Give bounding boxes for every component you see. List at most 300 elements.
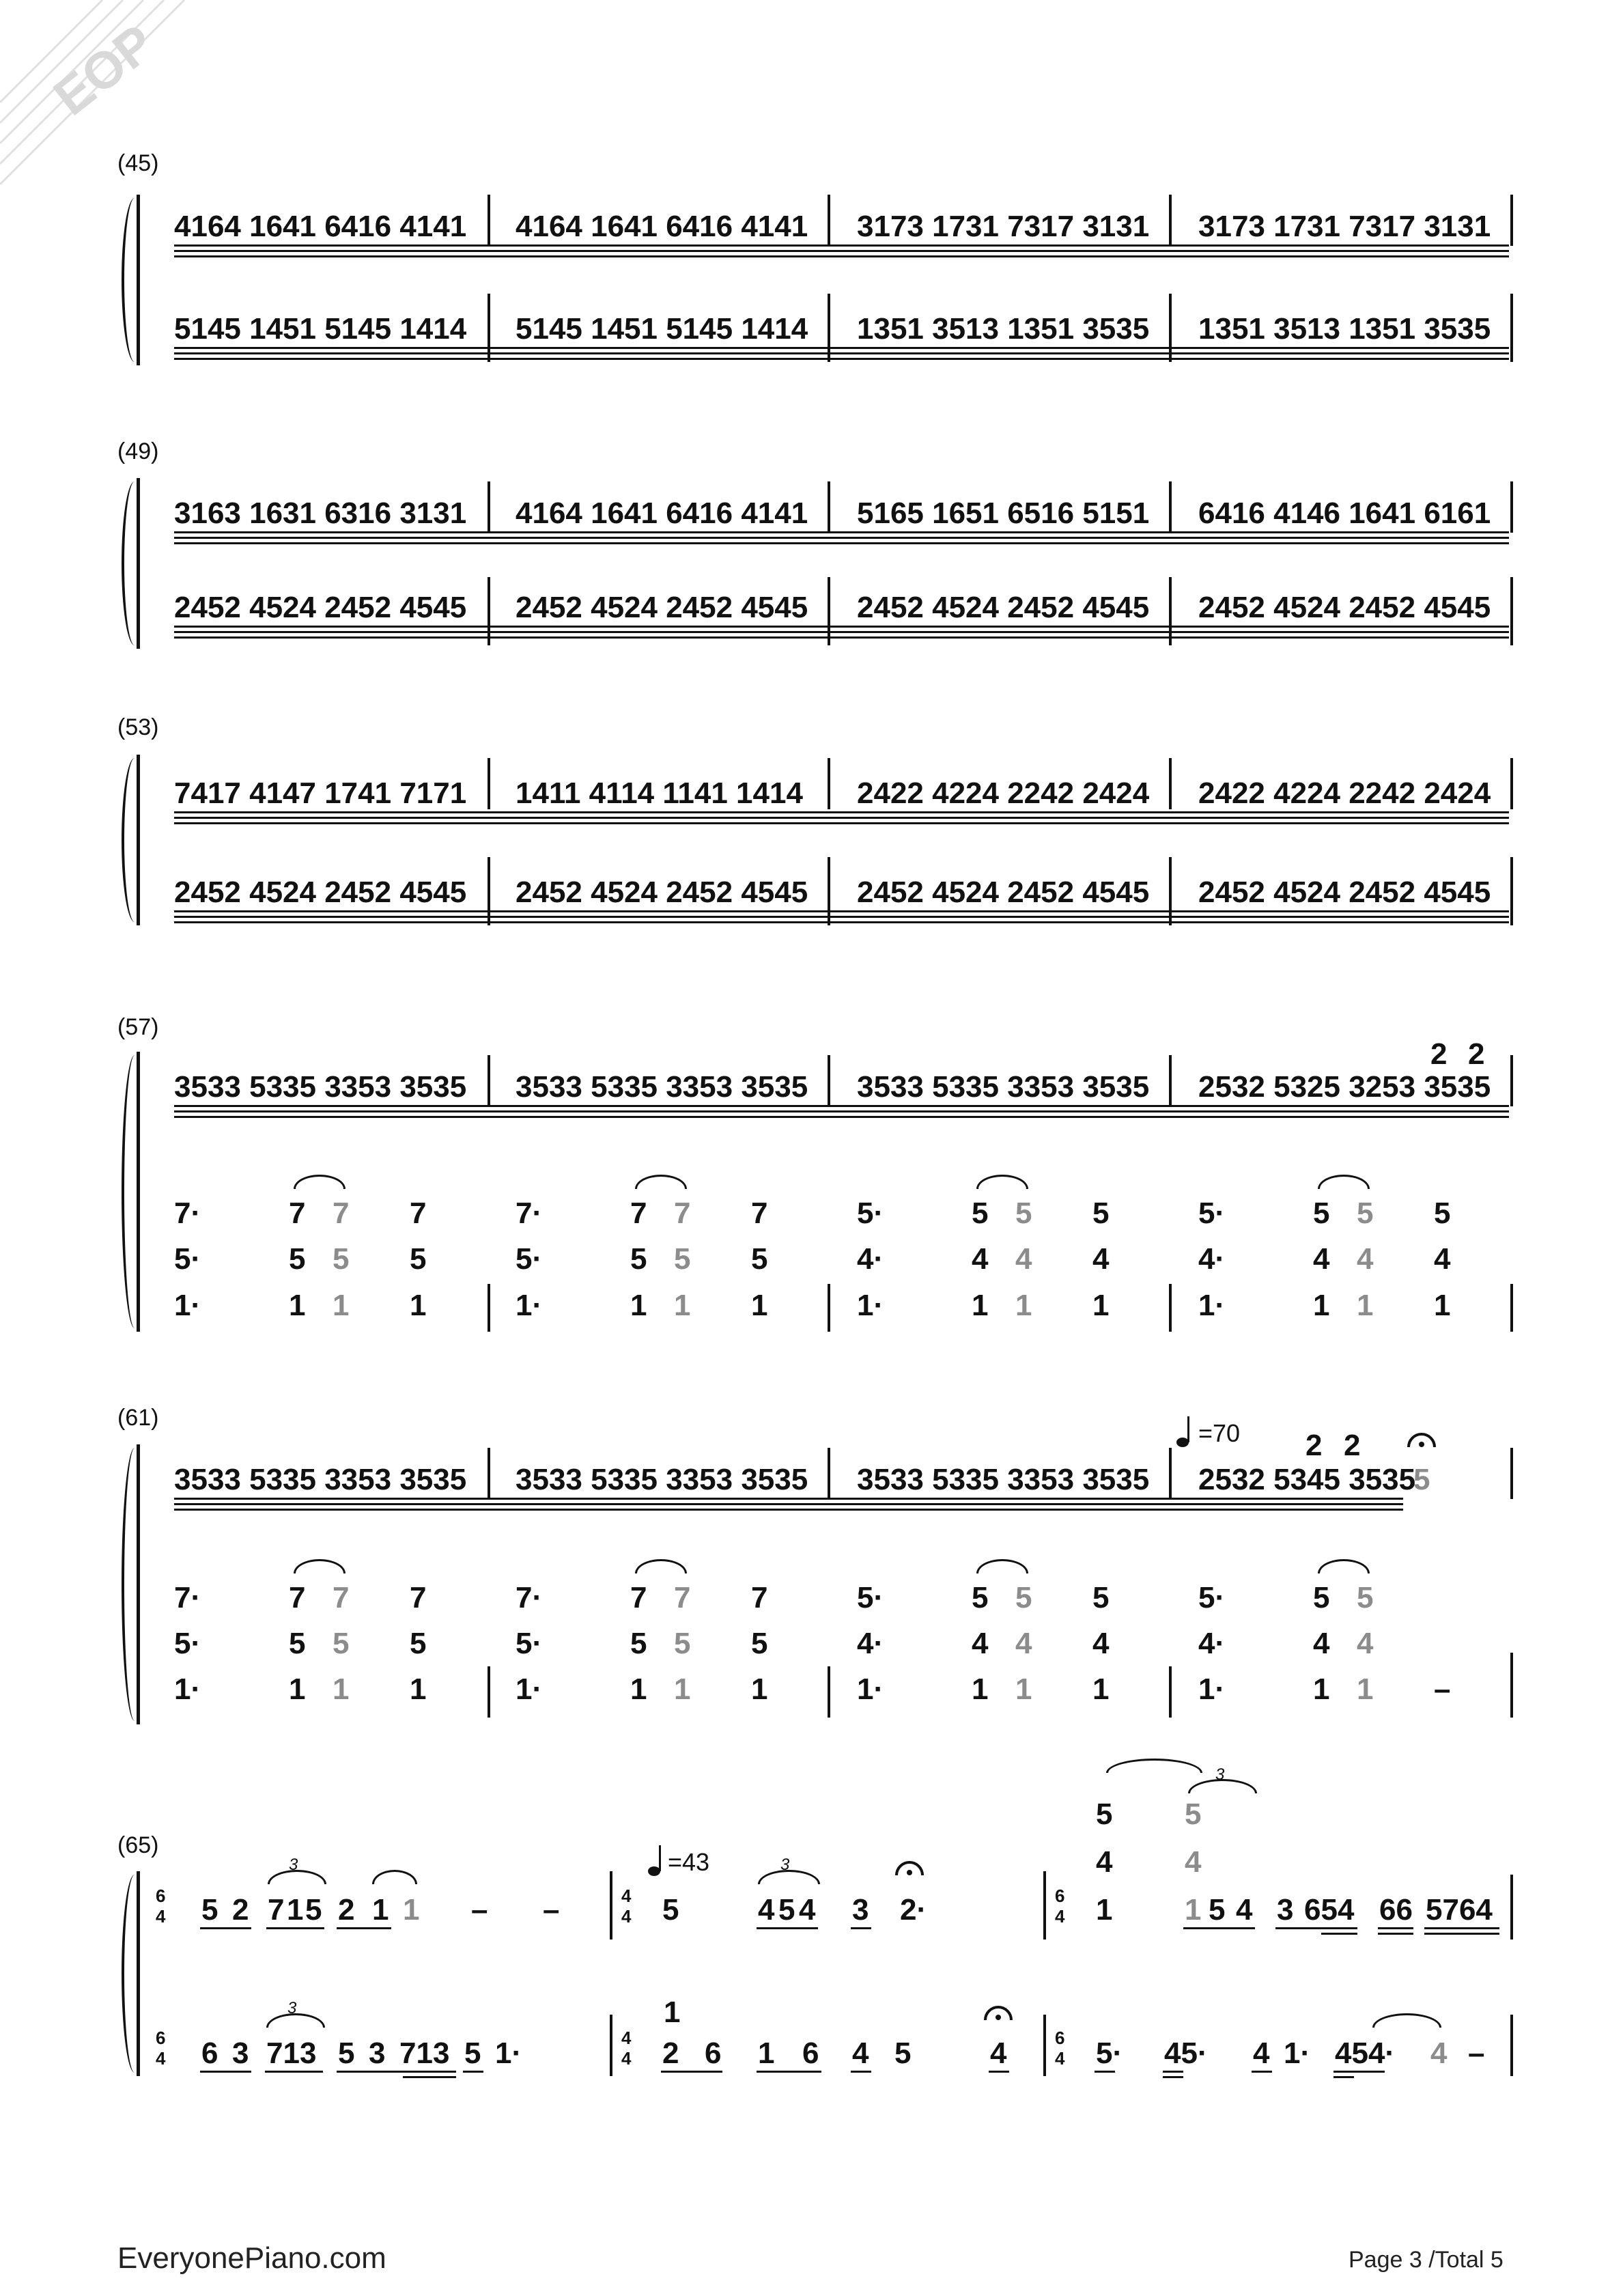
note: 1 (372, 1893, 389, 1927)
underline-1 (174, 531, 1509, 533)
upper-measure: 4164 1641 6416 4141 (516, 496, 808, 530)
note: 5 (662, 1893, 679, 1927)
chord-note: 5 (289, 1242, 306, 1276)
chord-note: 7· (516, 1581, 543, 1614)
chord-note: 5 (289, 1627, 306, 1660)
underline (989, 2071, 1009, 2073)
underline-1 (174, 1498, 1403, 1500)
chord-note: 5 (630, 1627, 647, 1660)
fermata-icon (983, 2002, 1013, 2023)
barline (488, 481, 490, 533)
chord-note: 4· (857, 1627, 884, 1660)
note-group: 654 (1304, 1893, 1355, 1927)
chord-note-tied: 1 (674, 1289, 691, 1322)
barline (1510, 195, 1513, 246)
barline (828, 1055, 830, 1106)
chord-note: 7· (174, 1581, 201, 1614)
chord-note: 1 (1313, 1672, 1330, 1706)
chord-note: 1· (1198, 1672, 1226, 1706)
chord-note-tied: 5 (1357, 1581, 1374, 1614)
grand-staff-brace (122, 481, 143, 645)
chord-note: 7 (410, 1196, 427, 1230)
chord-note: 1 (1313, 1289, 1330, 1322)
lower-measure: 5145 1451 5145 1414 (516, 312, 808, 346)
upper-measure: 3173 1731 7317 3131 (857, 210, 1150, 243)
chord-note: 5 (1313, 1581, 1330, 1614)
underline (1163, 2076, 1183, 2078)
barline (1510, 481, 1513, 533)
high-note: 2 (1344, 1429, 1361, 1462)
chord-note: 4· (1198, 1627, 1226, 1660)
upper-measure: 2532 5345 3535 (1198, 1463, 1416, 1496)
chord-note-tied: 4 (1015, 1627, 1032, 1660)
underline (1095, 2071, 1115, 2073)
note: 5 (305, 1893, 322, 1927)
chord-note-tied: 5 (1015, 1581, 1032, 1614)
chord-note: 1 (630, 1289, 647, 1322)
barline (1169, 195, 1172, 246)
chord-note: 4 (1313, 1627, 1330, 1660)
eop-logo (0, 0, 205, 205)
tie (1372, 2013, 1441, 2028)
underline-2 (174, 631, 1509, 633)
chord-note: 1 (289, 1289, 306, 1322)
underline (1275, 1927, 1357, 1929)
barline (488, 195, 490, 246)
barline (1169, 577, 1172, 645)
chord-note: 5 (751, 1627, 768, 1660)
chord-note: 5· (516, 1242, 543, 1276)
chord-note: 1 (289, 1672, 306, 1706)
chord-note-tied: 4 (1357, 1627, 1374, 1660)
chord-note: 7· (516, 1196, 543, 1230)
tempo-marking: =70 (1198, 1419, 1241, 1447)
barline (828, 577, 830, 645)
note: 7 (268, 1893, 285, 1927)
note: 5· (1096, 2036, 1123, 2070)
chord-note: 1 (1434, 1289, 1451, 1322)
system-start-line (137, 1444, 140, 1724)
barline (828, 758, 830, 809)
underline (200, 2071, 251, 2073)
upper-measure: 3533 5335 3353 3535 (174, 1070, 467, 1104)
barline (488, 758, 490, 809)
rest-dash: – (543, 1893, 560, 1927)
note-group: 5764 (1426, 1893, 1493, 1927)
barline (610, 1871, 612, 1940)
tie (1318, 1175, 1370, 1189)
underline (337, 1927, 391, 1929)
chord-note: 5· (857, 1581, 884, 1614)
barline (488, 1284, 490, 1332)
note: 5 (1209, 1893, 1226, 1927)
underline-3 (174, 255, 1509, 257)
chord-note: 5· (516, 1627, 543, 1660)
chord-note: 7 (630, 1196, 647, 1230)
upper-measure: 2532 5325 3253 3535 (1198, 1070, 1491, 1104)
chord-note: 5 (1092, 1581, 1110, 1614)
time-signature-6-4: 6 4 (156, 1886, 166, 1927)
chord-note-tied: 1 (1357, 1672, 1374, 1706)
upper-measure: 3533 5335 3353 3535 (857, 1070, 1150, 1104)
chord-note: 5 (1313, 1196, 1330, 1230)
chord-note-tied: 5 (1015, 1196, 1032, 1230)
underline-3 (174, 822, 1509, 824)
chord-note-tied: 7 (674, 1581, 691, 1614)
barline (1043, 1871, 1046, 1940)
note: 1 (287, 1893, 304, 1927)
note: 4 (1236, 1893, 1253, 1927)
chord-note: 1 (410, 1289, 427, 1322)
note: 6 (705, 2036, 722, 2070)
tie (294, 1559, 345, 1573)
barline (1510, 1055, 1513, 1106)
lower-measure: 2452 4524 2452 4545 (1198, 591, 1491, 624)
system-start-line (137, 1052, 140, 1332)
chord-note: 5 (1096, 1797, 1113, 1831)
barline (1510, 758, 1513, 809)
note: 1 (664, 1996, 681, 2029)
tie (294, 1175, 345, 1189)
upper-measure: 3533 5335 3353 3535 (516, 1463, 808, 1496)
tempo-marking: =43 (668, 1848, 710, 1876)
underline-2 (174, 916, 1509, 918)
note: 5 (338, 2036, 355, 2070)
underline (1424, 1927, 1499, 1929)
barline (1510, 577, 1513, 645)
tie (976, 1175, 1028, 1189)
underline-2 (174, 1503, 1403, 1505)
note: 4 (1253, 2036, 1270, 2070)
underline-1 (174, 811, 1509, 813)
lower-measure: 2452 4524 2452 4545 (1198, 876, 1491, 909)
system-start-line (137, 195, 140, 365)
measure-number: (49) (117, 438, 159, 464)
grand-staff-brace (122, 758, 143, 922)
chord-note-tied: 5 (674, 1242, 691, 1276)
note: 4 (758, 1893, 775, 1927)
underline (851, 1927, 871, 1929)
measure-number: (61) (117, 1405, 159, 1431)
tie (635, 1175, 687, 1189)
note-group: 66 (1379, 1893, 1413, 1927)
upper-measure: 2422 4224 2242 2424 (857, 776, 1150, 810)
note: 1· (1284, 2036, 1311, 2070)
underline (265, 2071, 323, 2073)
chord-note-tied: 7 (333, 1196, 350, 1230)
chord-note-tied: 5 (674, 1627, 691, 1660)
chord-note: 4 (972, 1242, 989, 1276)
time-signature-4-4: 4 4 (621, 2028, 632, 2069)
barline (1510, 857, 1513, 925)
underline-2 (174, 250, 1509, 252)
note: 6 (802, 2036, 819, 2070)
barline (1510, 294, 1513, 362)
barline (488, 1666, 490, 1718)
underline-3 (174, 1116, 1509, 1118)
time-signature-6-4: 6 4 (156, 2028, 166, 2069)
note-tied: 1 (403, 1893, 420, 1927)
rest-dash: – (1468, 2036, 1485, 2070)
note-group: 454· (1335, 2036, 1396, 2070)
time-signature-4-4: 4 4 (621, 1886, 632, 1927)
barline (1169, 1284, 1172, 1332)
chord-note-tied: 1 (1015, 1672, 1032, 1706)
chord-note: 5 (751, 1242, 768, 1276)
system-start-line (137, 478, 140, 649)
underline (200, 1927, 251, 1929)
underline (1333, 2076, 1354, 2078)
barline (1169, 294, 1172, 362)
chord-note-tied: 4 (1357, 1242, 1374, 1276)
upper-measure: 3533 5335 3353 3535 (857, 1463, 1150, 1496)
lower-measure: 2452 4524 2452 4545 (516, 876, 808, 909)
barline (828, 1666, 830, 1718)
note: 1· (495, 2036, 522, 2070)
chord-note: 1 (410, 1672, 427, 1706)
upper-measure: 3533 5335 3353 3535 (516, 1070, 808, 1104)
note: 6 (201, 2036, 218, 2070)
underline-3 (174, 1509, 1403, 1511)
underline (1252, 2071, 1272, 2073)
underline (757, 1927, 818, 1929)
barline (488, 857, 490, 925)
barline (1510, 1284, 1513, 1332)
chord-note: 4· (1198, 1242, 1226, 1276)
barline (1510, 2015, 1513, 2076)
barline (488, 1055, 490, 1106)
underline (1378, 1933, 1413, 1935)
note: 5 (464, 2036, 481, 2070)
upper-measure: 4164 1641 6416 4141 (174, 210, 467, 243)
grand-staff-brace (122, 198, 143, 362)
triplet-number: 3 (287, 1999, 297, 2017)
chord-note: 5 (972, 1581, 989, 1614)
time-signature-6-4: 6 4 (1055, 2028, 1065, 2069)
high-note: 2 (1468, 1037, 1485, 1071)
lower-measure: 2452 4524 2452 4545 (174, 591, 467, 624)
barline (1510, 1875, 1513, 1940)
note: 5 (894, 2036, 912, 2070)
underline-2 (174, 352, 1509, 354)
lower-measure: 1351 3513 1351 3535 (857, 312, 1150, 346)
note: 5 (778, 1893, 795, 1927)
chord-note: 5· (1198, 1581, 1226, 1614)
chord-note-tied: 1 (333, 1672, 350, 1706)
rest-dash: – (1434, 1672, 1451, 1706)
chord-note: 1· (174, 1672, 201, 1706)
upper-measure: 6416 4146 1641 6161 (1198, 496, 1491, 530)
barline (488, 1448, 490, 1499)
underline (266, 1927, 324, 1929)
barline (1510, 1448, 1513, 1499)
tie (372, 1870, 417, 1884)
note: 3 (369, 2036, 386, 2070)
chord-note-tied: 5 (333, 1242, 350, 1276)
lower-measure: 5145 1451 5145 1414 (174, 312, 467, 346)
tie (1106, 1759, 1202, 1773)
underline (1424, 1933, 1499, 1935)
system-start-line (137, 1871, 140, 2076)
barline (1169, 1666, 1172, 1718)
note: 2 (662, 2036, 679, 2070)
measure-number: (45) (117, 150, 159, 176)
upper-measure: 3533 5335 3353 3535 (174, 1463, 467, 1496)
chord-note: 5 (410, 1242, 427, 1276)
chord-note: 1· (857, 1672, 884, 1706)
chord-note: 7 (289, 1196, 306, 1230)
underline (337, 2071, 456, 2073)
chord-note: 1 (751, 1289, 768, 1322)
barline (488, 294, 490, 362)
chord-note: 1 (972, 1289, 989, 1322)
chord-note: 5· (857, 1196, 884, 1230)
chord-note: 7 (289, 1581, 306, 1614)
time-signature-6-4: 6 4 (1055, 1886, 1065, 1927)
barline (1169, 1448, 1172, 1499)
chord-note: 7 (630, 1581, 647, 1614)
underline-3 (174, 358, 1509, 360)
triplet-number: 3 (780, 1856, 790, 1874)
tie (635, 1559, 687, 1573)
barline (828, 1448, 830, 1499)
chord-note: 5 (410, 1627, 427, 1660)
chord-note: 1 (1092, 1672, 1110, 1706)
logo-text: EOP (43, 13, 166, 127)
tie (1318, 1559, 1370, 1573)
fermata-icon (1407, 1429, 1437, 1450)
underline (1321, 1933, 1357, 1935)
underline-2 (174, 1110, 1509, 1112)
note: 3 (232, 2036, 249, 2070)
chord-note: 4 (1434, 1242, 1451, 1276)
high-note: 2 (1306, 1429, 1323, 1462)
footer-page-number: Page 3 /Total 5 (1349, 2247, 1504, 2273)
chord-note-tied: 1 (1015, 1289, 1032, 1322)
lower-measure: 1351 3513 1351 3535 (1198, 312, 1491, 346)
chord-note: 7· (174, 1196, 201, 1230)
chord-note-tied: 5 (1357, 1196, 1374, 1230)
chord-note: 1 (1096, 1893, 1113, 1927)
high-note: 2 (1430, 1037, 1448, 1071)
chord-note: 4· (857, 1242, 884, 1276)
upper-measure: 2422 4224 2242 2424 (1198, 776, 1491, 810)
underline-3 (174, 636, 1509, 639)
underline-1 (174, 244, 1509, 247)
barline (828, 294, 830, 362)
note: 4 (799, 1893, 816, 1927)
note: 2 (232, 1893, 249, 1927)
chord-note: 7 (751, 1196, 768, 1230)
chord-note: 1· (857, 1289, 884, 1322)
underline (1183, 1927, 1255, 1929)
chord-note: 5 (1092, 1196, 1110, 1230)
barline (828, 195, 830, 246)
grand-staff-brace (122, 1448, 143, 1721)
upper-measure: 4164 1641 6416 4141 (516, 210, 808, 243)
triplet-number: 3 (289, 1856, 298, 1874)
barline (1043, 2015, 1046, 2076)
chord-note: 5 (972, 1196, 989, 1230)
underline-1 (174, 1105, 1509, 1107)
barline (610, 2015, 612, 2076)
note: 5 (201, 1893, 218, 1927)
lower-measure: 2452 4524 2452 4545 (516, 591, 808, 624)
note: 3 (852, 1893, 869, 1927)
barline (1169, 481, 1172, 533)
grand-staff-brace (122, 1875, 143, 2073)
chord-note-tied: 1 (333, 1289, 350, 1322)
note-group: 45· (1164, 2036, 1208, 2070)
chord-note: 5· (1198, 1196, 1226, 1230)
chord-note: 5 (1434, 1196, 1451, 1230)
system-start-line (137, 755, 140, 925)
chord-note: 1· (1198, 1289, 1226, 1322)
underline (661, 2071, 722, 2073)
quarter-note-icon (647, 1844, 668, 1878)
chord-note: 1 (751, 1672, 768, 1706)
underline (1378, 1927, 1413, 1929)
chord-note-tied: 7 (674, 1196, 691, 1230)
note: 4 (852, 2036, 869, 2070)
chord-note: 7 (410, 1581, 427, 1614)
chord-note-tied: 5 (333, 1627, 350, 1660)
barline (1510, 1653, 1513, 1718)
barline (828, 1284, 830, 1332)
chord-note: 1 (972, 1672, 989, 1706)
lower-measure: 2452 4524 2452 4545 (857, 876, 1150, 909)
chord-note-tied: 1 (674, 1672, 691, 1706)
chord-note-tied: 4 (1015, 1242, 1032, 1276)
barline (488, 577, 490, 645)
chord-note: 1· (516, 1672, 543, 1706)
barline (1169, 1055, 1172, 1106)
underline (1163, 2071, 1183, 2073)
note: 2 (338, 1893, 355, 1927)
underline (403, 2076, 456, 2078)
chord-note-tied: 1 (1185, 1893, 1202, 1927)
chord-note: 1· (174, 1289, 201, 1322)
chord-note: 4 (1092, 1242, 1110, 1276)
underline-3 (174, 542, 1509, 544)
upper-measure: 1411 4114 1141 1414 (516, 776, 803, 810)
note-tied: 4 (1430, 2036, 1448, 2070)
underline-1 (174, 910, 1509, 912)
chord-note-tied: 1 (1357, 1289, 1374, 1322)
underline-2 (174, 817, 1509, 819)
upper-measure: 7417 4147 1741 7171 (174, 776, 467, 810)
chord-note: 5· (174, 1242, 201, 1276)
footer-site[interactable]: EveryonePiano.com (117, 2241, 386, 2275)
upper-measure: 5165 1651 6516 5151 (857, 496, 1150, 530)
note-group: 713 (399, 2036, 450, 2070)
chord-note-tied: 5 (1185, 1797, 1202, 1831)
underline-1 (174, 626, 1509, 628)
note-group: 713 (266, 2036, 317, 2070)
fermata-icon (894, 1858, 925, 1878)
underline-3 (174, 921, 1509, 923)
chord-note: 1· (516, 1289, 543, 1322)
note: 4 (990, 2036, 1007, 2070)
barline (1169, 758, 1172, 809)
chord-note: 1 (630, 1672, 647, 1706)
underline (757, 2071, 821, 2073)
chord-note: 5 (630, 1242, 647, 1276)
measure-number: (57) (117, 1014, 159, 1040)
chord-note: 1 (1092, 1289, 1110, 1322)
note: 2· (900, 1893, 927, 1927)
measure-number: (65) (117, 1832, 159, 1858)
